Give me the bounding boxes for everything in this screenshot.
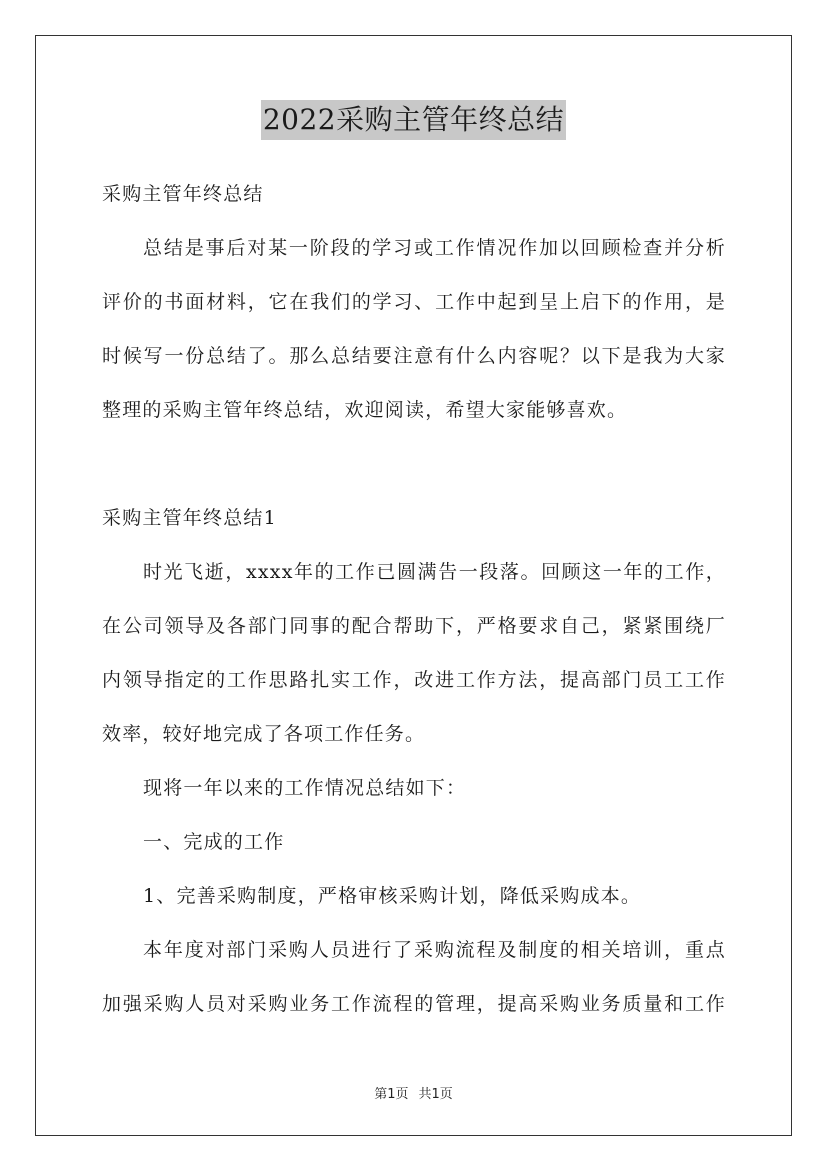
intro-line: 总结是事后对某一阶段的学习或工作情况作加以回顾检查并分析 <box>143 237 726 259</box>
section-line: 内领导指定的工作思路扎实工作，改进工作方法，提高部门员工工作 <box>102 669 726 691</box>
item-line: 加强采购人员对采购业务工作流程的管理，提高采购业务质量和工作 <box>102 993 726 1015</box>
part-heading: 一、完成的工作 <box>143 831 285 853</box>
intro-line: 时候写一份总结了。那么总结要注意有什么内容呢？以下是我为大家 <box>102 345 726 367</box>
document-heading: 采购主管年终总结 <box>102 183 264 205</box>
intro-line: 整理的采购主管年终总结，欢迎阅读，希望大家能够喜欢。 <box>102 399 628 421</box>
summary-intro: 现将一年以来的工作情况总结如下： <box>143 777 467 799</box>
document-title-text: 2022采购主管年终总结 <box>261 100 566 140</box>
section-line: 效率，较好地完成了各项工作任务。 <box>102 723 426 745</box>
item-line: 本年度对部门采购人员进行了采购流程及制度的相关培训，重点 <box>143 939 726 961</box>
section-heading: 采购主管年终总结1 <box>102 507 277 529</box>
page-number: 第1页 <box>374 1087 409 1102</box>
section-line: 在公司领导及各部门同事的配合帮助下，严格要求自己，紧紧围绕厂 <box>102 615 726 637</box>
section-line: 时光飞逝，xxxx年的工作已圆满告一段落。回顾这一年的工作， <box>143 561 726 583</box>
list-item: 1、完善采购制度，严格审核采购计划，降低采购成本。 <box>143 885 642 907</box>
document-title <box>0 100 827 140</box>
page-total: 共1页 <box>418 1087 453 1102</box>
intro-line: 评价的书面材料，它在我们的学习、工作中起到呈上启下的作用，是 <box>102 291 726 313</box>
page-footer <box>0 1083 827 1102</box>
